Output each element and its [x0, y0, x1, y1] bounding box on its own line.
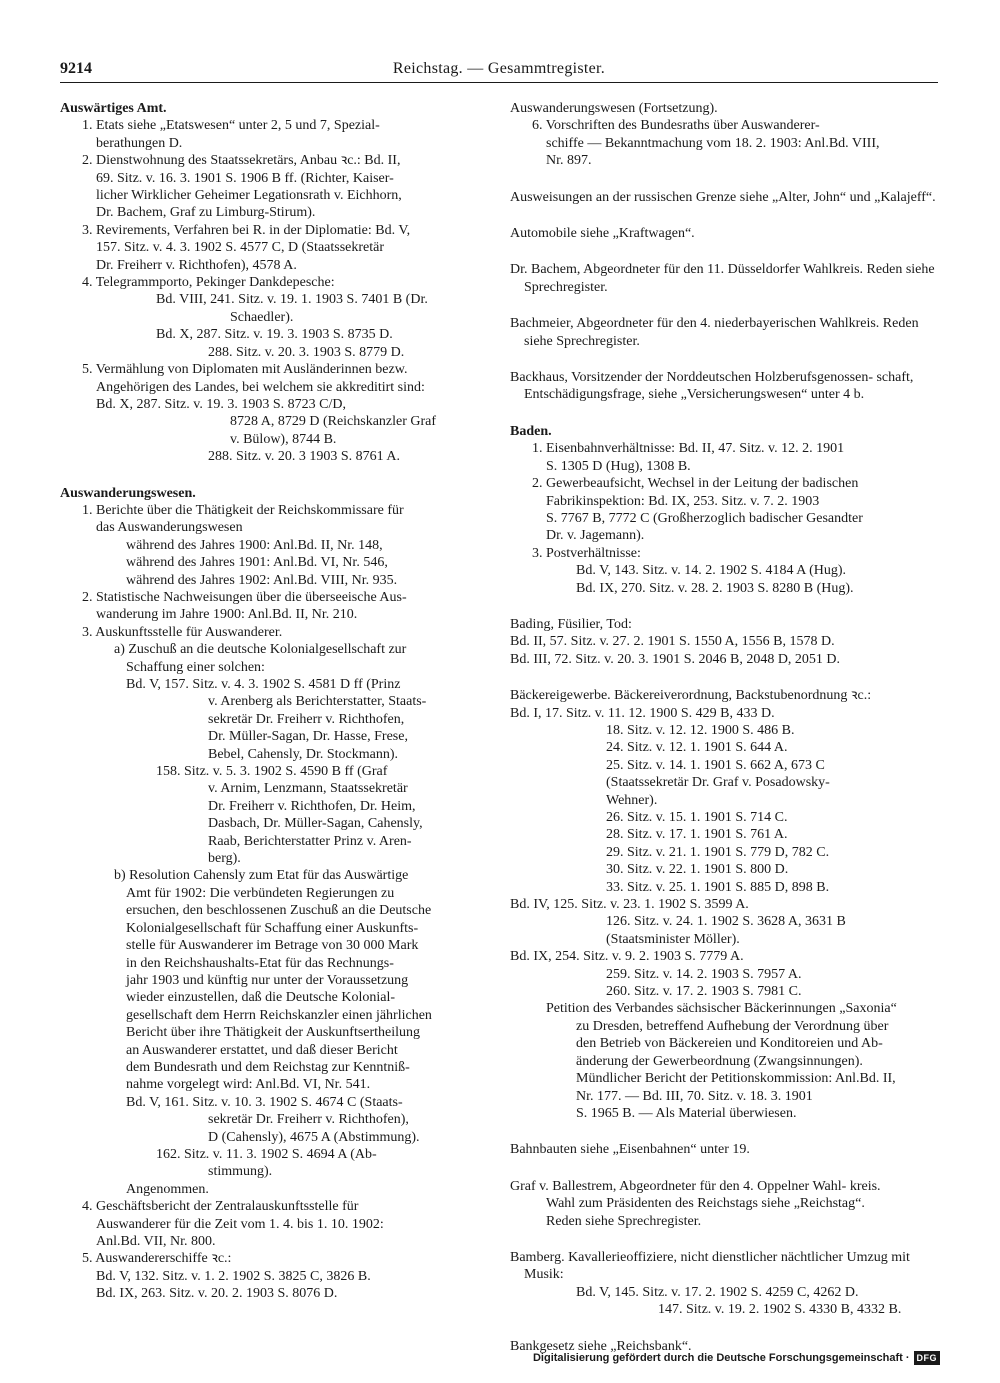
entry-line: 4. Telegrammporto, Pekinger Dankdepesche: — [82, 275, 335, 291]
entry-line: b) Resolution Cahensly zum Etat für das Auswärtige — [114, 868, 409, 884]
page-header — [60, 58, 938, 83]
entry-line: 126. Sitz. v. 24. 1. 1902 S. 3628 A, 3631 B — [606, 914, 846, 930]
entry-line: Bd. V, 157. Sitz. v. 4. 3. 1902 S. 4581 D ff (Prinz — [126, 677, 401, 692]
index-entry — [510, 1178, 938, 1230]
dfg-logo: DFG — [914, 1351, 941, 1365]
entry-line: sekretär Dr. Freiherr v. Richthofen), — [208, 1112, 409, 1128]
entry-line: 69. Sitz. v. 16. 3. 1901 S. 1906 B ff. (Richter, Kaiser- — [96, 170, 394, 186]
entry-line: 1. Eisenbahnverhältnisse: Bd. II, 47. Sitz. v. 12. 2. 1901 — [532, 441, 845, 457]
entry-line: Anl.Bd. VII, Nr. 800. — [96, 1234, 216, 1249]
entry-line: stimmung). — [208, 1164, 273, 1180]
entry-line: Bachmeier, Abgeordneter für den 4. niederbayerischen Wahlkreis. Reden siehe Sprechregister. — [510, 316, 919, 349]
entry-line: 260. Sitz. v. 17. 2. 1903 S. 7981 C. — [606, 984, 802, 1000]
entry-line: Dr. v. Jagemann). — [546, 528, 645, 544]
index-entry — [510, 616, 938, 668]
entry-line: licher Wirklicher Geheimer Legationsrath v. Eichhorn, — [96, 188, 402, 204]
entry-line: 162. Sitz. v. 11. 3. 1902 S. 4694 A (Ab- — [156, 1146, 377, 1162]
entry-line: Bd. X, 287. Sitz. v. 19. 3. 1903 S. 8735 D. — [156, 327, 393, 343]
left-column — [60, 100, 485, 1322]
entry-line: in den Reichshaushalts-Etat für das Rechnungs- — [126, 955, 394, 971]
entry-line: Auswanderungswesen. — [60, 485, 196, 501]
entry-line: 24. Sitz. v. 12. 1. 1901 S. 644 A. — [606, 740, 788, 756]
index-entry — [510, 100, 938, 170]
index-entry — [510, 1141, 938, 1158]
index-entry — [510, 189, 938, 206]
entry-line: 5. Auswandererschiffe ꝛc.: — [82, 1251, 232, 1267]
entry-line: 3. Revirements, Verfahren bei R. in der Diplomatie: Bd. V, — [82, 222, 411, 238]
entry-line: Bd. II, 57. Sitz. v. 27. 2. 1901 S. 1550 A, 1556 B, 1578 D. — [510, 634, 835, 650]
entry-line: gesellschaft dem Herrn Reichskanzler einen jährlichen — [126, 1007, 432, 1023]
entry-line: Mündlicher Bericht der Petitionskommission: Anl.Bd. II, — [576, 1071, 896, 1087]
entry-line: dem Bundesrath und dem Reichstag zur Kenntniß- — [126, 1059, 410, 1075]
entry-line: 30. Sitz. v. 22. 1. 1901 S. 800 D. — [606, 862, 789, 878]
entry-line: Nr. 897. — [546, 153, 592, 169]
entry-line: wanderung im Jahre 1900: Anl.Bd. II, Nr. 210. — [96, 607, 358, 623]
entry-line: (Staatssekretär Dr. Graf v. Posadowsky- — [606, 775, 830, 791]
entry-line: stelle für Auswanderer im Betrage von 30 000 Mark — [126, 938, 419, 954]
entry-line: 259. Sitz. v. 14. 2. 1903 S. 7957 A. — [606, 966, 802, 982]
entry-line: Bamberg. Kavallerieoffiziere, nicht dienstlicher nächtlicher Umzug mit Musik: — [510, 1249, 910, 1283]
entry-line: Auswanderungswesen (Fortsetzung). — [510, 101, 718, 116]
index-entry — [510, 687, 938, 1122]
entry-line: Bäckereigewerbe. Bäckereiverordnung, Backstubenordnung ꝛc.: — [510, 688, 872, 704]
entry-line: Auswanderer für die Zeit vom 1. 4. bis 1. 10. 1902: — [96, 1216, 384, 1232]
entry-line: sekretär Dr. Freiherr v. Richthofen, — [208, 711, 405, 727]
entry-line: Dr. Müller-Sagan, Dr. Hasse, Frese, — [208, 729, 408, 745]
entry-line: 5. Vermählung von Diplomaten mit Ausländerinnen bezw. — [82, 362, 408, 378]
entry-line: den Betrieb von Bäckereien und Konditoreien und Ab- — [576, 1036, 883, 1052]
entry-line: 33. Sitz. v. 25. 1. 1901 S. 885 D, 898 B. — [606, 879, 830, 895]
entry-line: Amt für 1902: Die verbündeten Regierungen zu — [126, 885, 395, 901]
entry-line: Angenommen. — [126, 1181, 209, 1197]
entry-line: S. 7767 B, 7772 C (Großherzoglich badischer Gesandter — [546, 510, 863, 526]
entry-line: Bd. V, 143. Sitz. v. 14. 2. 1902 S. 4184 A (Hug). — [576, 563, 847, 579]
entry-line: 4. Geschäftsbericht der Zentralauskunftsstelle für — [82, 1199, 359, 1215]
index-entry — [60, 100, 485, 466]
entry-line: Bd. VIII, 241. Sitz. v. 19. 1. 1903 S. 7401 B (Dr. — [156, 292, 428, 308]
entry-line: Bankgesetz siehe „Reichsbank“. — [510, 1338, 692, 1354]
entry-line: schiffe — Bekanntmachung vom 18. 2. 1903: Anl.Bd. VIII, — [546, 135, 880, 151]
entry-line: 2. Dienstwohnung des Staatssekretärs, Anbau ꝛc.: Bd. II, — [82, 153, 401, 169]
entry-line: 26. Sitz. v. 15. 1. 1901 S. 714 C. — [606, 810, 788, 825]
entry-line: 3. Postverhältnisse: — [532, 545, 641, 561]
entry-line: änderung der Gewerbeordnung (Zwangsinnungen). — [576, 1053, 863, 1069]
entry-line: S. 1305 D (Hug), 1308 B. — [546, 458, 691, 474]
entry-line: Schaffung einer solchen: — [126, 659, 265, 675]
entry-line: 288. Sitz. v. 20. 3 1903 S. 8761 A. — [208, 449, 400, 465]
entry-line: Dr. Bachem, Graf zu Limburg-Stirum). — [96, 205, 316, 221]
footer-credit — [533, 1351, 940, 1365]
entry-line: 288. Sitz. v. 20. 3. 1903 S. 8779 D. — [208, 344, 405, 360]
entry-line: Petition des Verbandes sächsischer Bäckerinnungen „Saxonia“ — [546, 1001, 897, 1017]
entry-line: Auswärtiges Amt. — [60, 101, 167, 116]
entry-line: 8728 A, 8729 D (Reichskanzler Graf — [230, 414, 437, 430]
entry-line: während des Jahres 1902: Anl.Bd. VIII, Nr. 935. — [126, 572, 398, 588]
entry-line: Bd. IX, 263. Sitz. v. 20. 2. 1903 S. 8076 D. — [96, 1286, 338, 1302]
running-title: Reichstag. — Gesammtregister. — [392, 60, 606, 77]
entry-line: 18. Sitz. v. 12. 12. 1900 S. 486 B. — [606, 722, 795, 738]
entry-line: während des Jahres 1900: Anl.Bd. II, Nr. 148, — [126, 537, 383, 553]
entry-line: Bd. IX, 254. Sitz. v. 9. 2. 1903 S. 7779 A. — [510, 949, 744, 965]
index-entry — [510, 1249, 938, 1319]
entry-line: Bd. V, 161. Sitz. v. 10. 3. 1902 S. 4674 C (Staats- — [126, 1094, 403, 1110]
entry-line: Graf v. Ballestrem, Abgeordneter für den 4. Oppelner Wahl- kreis. — [510, 1178, 881, 1194]
entry-line: 6. Vorschriften des Bundesraths über Auswanderer- — [532, 118, 820, 134]
entry-line: Automobile siehe „Kraftwagen“. — [510, 226, 695, 242]
entry-line: nahme vorgelegt wird: Anl.Bd. VI, Nr. 541. — [126, 1077, 371, 1093]
entry-line: v. Bülow), 8744 B. — [230, 431, 337, 447]
entry-line: 147. Sitz. v. 19. 2. 1902 S. 4330 B, 4332 B. — [658, 1302, 902, 1318]
entry-line: (Staatsminister Möller). — [606, 931, 740, 947]
entry-line: während des Jahres 1901: Anl.Bd. VI, Nr. 546, — [126, 555, 388, 571]
entry-line: Wehner). — [606, 792, 658, 808]
entry-line: 1. Berichte über die Thätigkeit der Reichskommissare für — [82, 502, 404, 518]
entry-line: Bd. III, 72. Sitz. v. 20. 3. 1901 S. 2046 B, 2048 D, 2051 D. — [510, 651, 841, 667]
entry-line: berathungen D. — [96, 135, 183, 151]
entry-line: Bading, Füsilier, Tod: — [510, 616, 632, 632]
entry-line: das Auswanderungswesen — [96, 520, 243, 536]
entry-line: Reden siehe Sprechregister. — [546, 1213, 702, 1229]
entry-line: Bericht über ihre Thätigkeit der Auskunftsertheilung — [126, 1025, 421, 1041]
entry-line: 25. Sitz. v. 14. 1. 1901 S. 662 A, 673 C — [606, 757, 825, 773]
entry-line: 3. Auskunftsstelle für Auswanderer. — [82, 624, 283, 640]
index-entry — [510, 423, 938, 597]
index-entry — [510, 225, 938, 242]
entry-line: 29. Sitz. v. 21. 1. 1901 S. 779 D, 782 C. — [606, 844, 830, 860]
entry-line: berg). — [208, 851, 241, 867]
entry-line: S. 1965 B. — Als Material überwiesen. — [576, 1105, 797, 1121]
entry-line: 28. Sitz. v. 17. 1. 1901 S. 761 A. — [606, 827, 788, 843]
entry-line: wieder einzustellen, daß die Deutsche Kolonial- — [126, 990, 396, 1006]
entry-line: Dr. Freiherr v. Richthofen), 4578 A. — [96, 257, 297, 273]
index-entry — [510, 261, 938, 296]
entry-line: Bd. V, 145. Sitz. v. 17. 2. 1902 S. 4259 C, 4262 D. — [576, 1284, 859, 1300]
entry-line: Raab, Berichterstatter Prinz v. Aren- — [208, 833, 412, 849]
entry-line: Kolonialgesellschaft für Schaffung einer Auskunfts- — [126, 920, 419, 936]
entry-line: D (Cahensly), 4675 A (Abstimmung). — [208, 1129, 420, 1145]
entry-line: 2. Gewerbeaufsicht, Wechsel in der Leitung der badischen — [532, 476, 859, 492]
entry-line: a) Zuschuß an die deutsche Kolonialgesellschaft zur — [114, 642, 407, 658]
index-entry — [60, 485, 485, 1303]
index-entry — [510, 369, 938, 404]
entry-line: Baden. — [510, 423, 552, 439]
entry-line: Bd. IV, 125. Sitz. v. 23. 1. 1902 S. 3599 A. — [510, 897, 749, 913]
entry-line: v. Arenberg als Berichterstatter, Staats- — [208, 694, 427, 710]
entry-line: Dr. Bachem, Abgeordneter für den 11. Düsseldorfer Wahlkreis. Reden siehe Sprechregister. — [510, 262, 935, 295]
entry-line: Dr. Freiherr v. Richthofen, Dr. Heim, — [208, 798, 416, 814]
entry-line: 2. Statistische Nachweisungen über die überseeische Aus- — [82, 589, 407, 605]
entry-line: Ausweisungen an der russischen Grenze siehe „Alter, John“ und „Kalajeff“. — [510, 189, 936, 205]
entry-line: 157. Sitz. v. 4. 3. 1902 S. 4577 C, D (Staatssekretär — [96, 240, 385, 256]
entry-line: Bd. I, 17. Sitz. v. 11. 12. 1900 S. 429 B, 433 D. — [510, 705, 775, 721]
entry-line: v. Arnim, Lenzmann, Staatssekretär — [208, 781, 408, 797]
footer-text: Digitalisierung gefördert durch die Deutsche Forschungsgemeinschaft · — [532, 1352, 910, 1364]
entry-line: Backhaus, Vorsitzender der Norddeutschen Holzberufsgenossen- schaft, Entschädigungsfrage, siehe „Versicherungswesen“ unter 4 b. — [510, 370, 914, 403]
entry-line: Dasbach, Dr. Müller-Sagan, Cahensly, — [208, 816, 423, 832]
right-column — [510, 100, 938, 1374]
entry-line: jahr 1903 und künftig nur unter der Voraussetzung — [126, 972, 409, 988]
entry-line: 1. Etats siehe „Etatswesen“ unter 2, 5 und 7, Spezial- — [82, 118, 380, 134]
entry-line: Fabrikinspektion: Bd. IX, 253. Sitz. v. 7. 2. 1903 — [546, 493, 820, 509]
entry-line: ersuchen, den beschlossenen Zuschuß an die Deutsche — [126, 903, 432, 919]
entry-line: Bahnbauten siehe „Eisenbahnen“ unter 19. — [510, 1142, 750, 1158]
entry-line: Bd. X, 287. Sitz. v. 19. 3. 1903 S. 8723 C/D, — [96, 396, 346, 412]
entry-line: Bebel, Cahensly, Dr. Stockmann). — [208, 746, 399, 762]
entry-line: an Auswanderer erstattet, und daß dieser Bericht — [126, 1042, 398, 1058]
entry-line: Bd. V, 132. Sitz. v. 1. 2. 1902 S. 3825 C, 3826 B. — [96, 1268, 371, 1284]
page-number: 9214 — [60, 60, 92, 77]
entry-line: Angehörigen des Landes, bei welchem sie akkreditirt sind: — [96, 379, 425, 395]
entry-line: Bd. IX, 270. Sitz. v. 28. 2. 1903 S. 8280 B (Hug). — [576, 580, 854, 596]
entry-line: 158. Sitz. v. 5. 3. 1902 S. 4590 B ff (Graf — [156, 764, 388, 780]
entry-line: zu Dresden, betreffend Aufhebung der Verordnung über — [576, 1018, 889, 1034]
index-entry — [510, 315, 938, 350]
entry-line: Wahl zum Präsidenten des Reichstags siehe „Reichstag“. — [546, 1196, 865, 1212]
entry-line: Schaedler). — [230, 309, 294, 325]
entry-line: Nr. 177. — Bd. III, 70. Sitz. v. 18. 3. 1901 — [576, 1088, 813, 1104]
